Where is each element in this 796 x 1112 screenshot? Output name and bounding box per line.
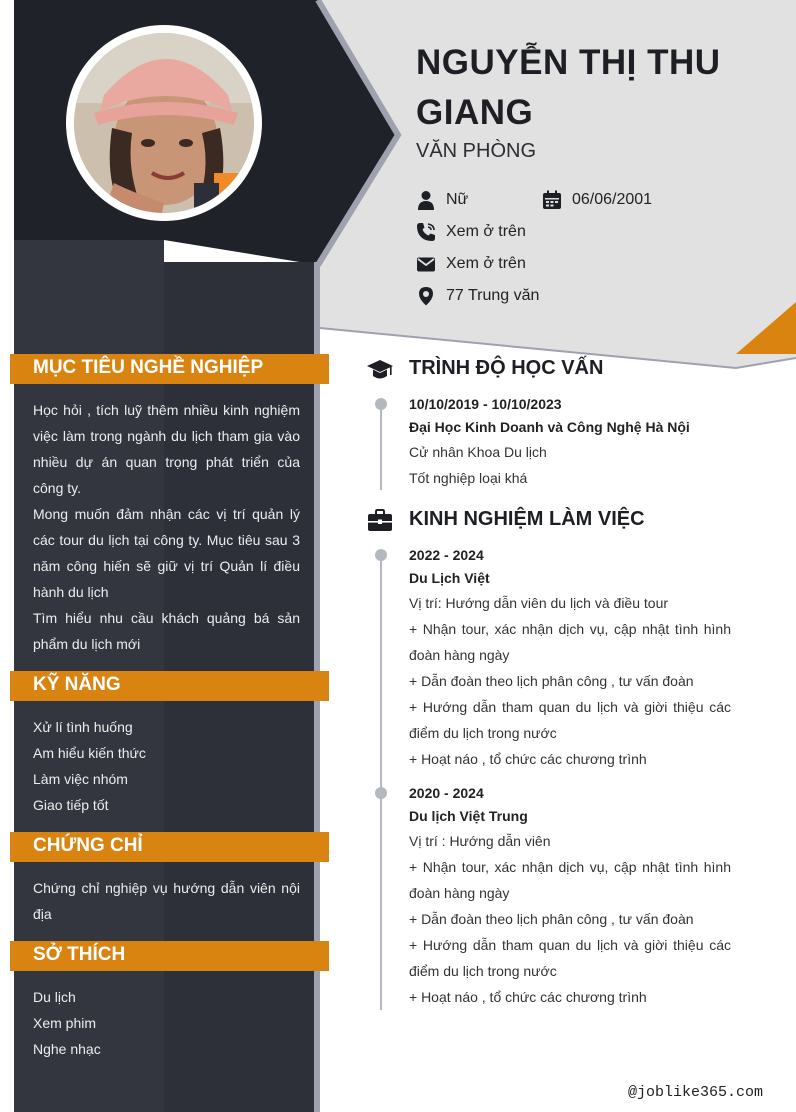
skill-item: Xử lí tình huống — [33, 719, 133, 735]
phone-value: Xem ở trên — [446, 223, 526, 240]
education-title: TRÌNH ĐỘ HỌC VẤN — [409, 357, 604, 379]
objective-paragraph: Tìm hiểu nhu cầu khách quảng bá sản phẩm du lịch mới — [33, 610, 300, 652]
certificates-text: Chứng chỉ nghiệp vụ hướng dẫn viên nội địa — [33, 880, 300, 922]
job-details — [409, 828, 731, 1010]
phone-icon — [416, 222, 436, 242]
hobbies-header — [10, 941, 329, 971]
skill-item: Giao tiếp tốt — [33, 797, 109, 813]
graduation-cap-icon — [367, 357, 393, 383]
education-school: Đại Học Kinh Doanh và Công Nghệ Hà Nội — [409, 419, 690, 435]
job-date: 2022 - 2024 — [409, 547, 484, 563]
job-details — [409, 590, 731, 772]
experience-title: KINH NGHIỆM LÀM VIỆC — [409, 508, 645, 530]
candidate-name: NGUYỄN THỊ THU GIANG — [416, 43, 721, 132]
objective-header — [10, 354, 329, 384]
job-duty: + Hướng dẫn tham quan du lịch và giời thiệu các điểm du lịch trong nước — [409, 699, 731, 741]
calendar-icon — [542, 190, 562, 210]
timeline-dot — [375, 398, 387, 410]
hobbies-title: SỞ THÍCH — [33, 944, 126, 965]
job-duty: + Nhận tour, xác nhận dịch vụ, cập nhật tình hình đoàn hàng ngày — [409, 621, 731, 663]
watermark: @joblike365.com — [628, 1084, 764, 1101]
birthdate-row — [542, 190, 652, 210]
objective-body — [33, 397, 300, 657]
gender-row — [416, 190, 468, 210]
timeline-dot — [375, 787, 387, 799]
education-timeline — [380, 404, 382, 490]
email-value: Xem ở trên — [446, 255, 526, 272]
job-position: Vị trí : Hướng dẫn viên — [409, 833, 551, 849]
education-date: 10/10/2019 - 10/10/2023 — [409, 396, 562, 412]
job-title: VĂN PHÒNG — [416, 140, 537, 162]
skills-list — [33, 714, 146, 818]
skill-item: Làm việc nhóm — [33, 771, 128, 787]
job-company: Du lịch Việt Trung — [409, 808, 528, 824]
address-row — [416, 286, 539, 306]
education-line: Tốt nghiệp loại khá — [409, 470, 528, 486]
education-line: Cử nhân Khoa Du lịch — [409, 444, 547, 460]
avatar — [74, 33, 254, 213]
objective-title: MỤC TIÊU NGHỀ NGHIỆP — [33, 357, 264, 378]
experience-timeline — [380, 555, 382, 1010]
location-pin-icon — [416, 286, 436, 306]
hobby-item: Xem phim — [33, 1015, 97, 1031]
job-duty: + Dẫn đoàn theo lịch phân công , tư vấn đoàn — [409, 911, 694, 927]
skills-header — [10, 671, 329, 701]
skill-item: Am hiểu kiến thức — [33, 745, 146, 761]
briefcase-icon — [367, 508, 393, 534]
job-duty: + Dẫn đoàn theo lịch phân công , tư vấn đoàn — [409, 673, 694, 689]
hobby-item: Du lịch — [33, 989, 76, 1005]
objective-paragraph: Học hỏi , tích luỹ thêm nhiều kinh nghiệm việc làm trong ngành du lịch tham gia vào nhiều dự án quan trọng phát triển của công ty. — [33, 402, 300, 496]
gender-value: Nữ — [446, 191, 469, 208]
envelope-icon — [416, 254, 436, 274]
job-company: Du Lịch Việt — [409, 570, 490, 586]
certificates-header — [10, 832, 329, 862]
job-duty: + Hoạt náo , tổ chức các chương trình — [409, 751, 647, 767]
birthdate-value: 06/06/2001 — [572, 191, 653, 208]
skills-title: KỸ NĂNG — [33, 674, 121, 695]
address-value: 77 Trung văn — [446, 287, 540, 304]
hobby-item: Nghe nhạc — [33, 1041, 101, 1057]
objective-paragraph: Mong muốn đảm nhận các vị trí quản lý các tour du lịch tại công ty. Mục tiêu sau 3 năm công hiến sẽ giữ vị trí Quản lí điều hành du lịch — [33, 506, 300, 600]
job-date: 2020 - 2024 — [409, 785, 484, 801]
user-icon — [416, 190, 436, 210]
education-details — [409, 439, 731, 491]
certificates-title: CHỨNG CHỈ — [33, 835, 143, 856]
job-duty: + Nhận tour, xác nhận dịch vụ, cập nhật tình hình đoàn hàng ngày — [409, 859, 731, 901]
job-duty: + Hoạt náo , tổ chức các chương trình — [409, 989, 647, 1005]
phone-row — [416, 222, 526, 242]
job-duty: + Hướng dẫn tham quan du lịch và giời thiệu các điểm du lịch trong nước — [409, 937, 731, 979]
timeline-dot — [375, 549, 387, 561]
job-position: Vị trí: Hướng dẫn viên du lịch và điều tour — [409, 595, 669, 611]
hobbies-list — [33, 984, 101, 1062]
email-row — [416, 254, 526, 274]
